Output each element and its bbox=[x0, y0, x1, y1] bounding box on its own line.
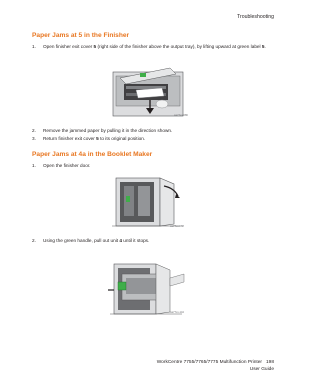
section1-step-3 bbox=[32, 136, 272, 143]
step-text: Open the finisher door. bbox=[43, 163, 91, 168]
section-heading-booklet-maker: Paper Jams at 4a in the Booklet Maker bbox=[32, 151, 153, 158]
step-text: Remove the jammed paper by pulling it in the direction shown. bbox=[43, 128, 173, 133]
step-number: 1. bbox=[32, 44, 36, 49]
step-text: Open finisher exit cover 5 (right side of the finisher above the output tray), by lifting upward at green label 5. bbox=[43, 44, 266, 49]
footer-product: WorkCentre 7755/7765/7775 Multifunction Printer 198 bbox=[156, 360, 274, 365]
step-number: 2. bbox=[32, 128, 36, 133]
finisher-exit-cover-illustration bbox=[110, 64, 188, 118]
section1-step-1 bbox=[32, 44, 272, 51]
booklet-unit-illustration bbox=[108, 260, 186, 316]
header-title: Troubleshooting bbox=[236, 14, 274, 20]
section2-step-2 bbox=[32, 238, 272, 245]
step-number: 2. bbox=[32, 238, 36, 243]
figure-code: ws77xx-086 bbox=[174, 114, 188, 117]
figure-code: ws77xx-088 bbox=[170, 225, 184, 228]
section1-step-2 bbox=[32, 128, 272, 135]
figure-code: ws77xx-144 bbox=[170, 311, 184, 314]
section2-step-1 bbox=[32, 163, 272, 170]
section-heading-finisher: Paper Jams at 5 in the Finisher bbox=[32, 32, 130, 39]
finisher-door-illustration bbox=[108, 172, 184, 228]
step-text: Return finisher exit cover 5 to its original position. bbox=[43, 136, 146, 141]
page-number: 198 bbox=[265, 360, 274, 365]
step-number: 1. bbox=[32, 163, 36, 168]
step-text: Using the green handle, pull out unit 4 until it stops. bbox=[43, 238, 150, 243]
step-number: 3. bbox=[32, 136, 36, 141]
footer-guide: User Guide bbox=[249, 367, 274, 372]
